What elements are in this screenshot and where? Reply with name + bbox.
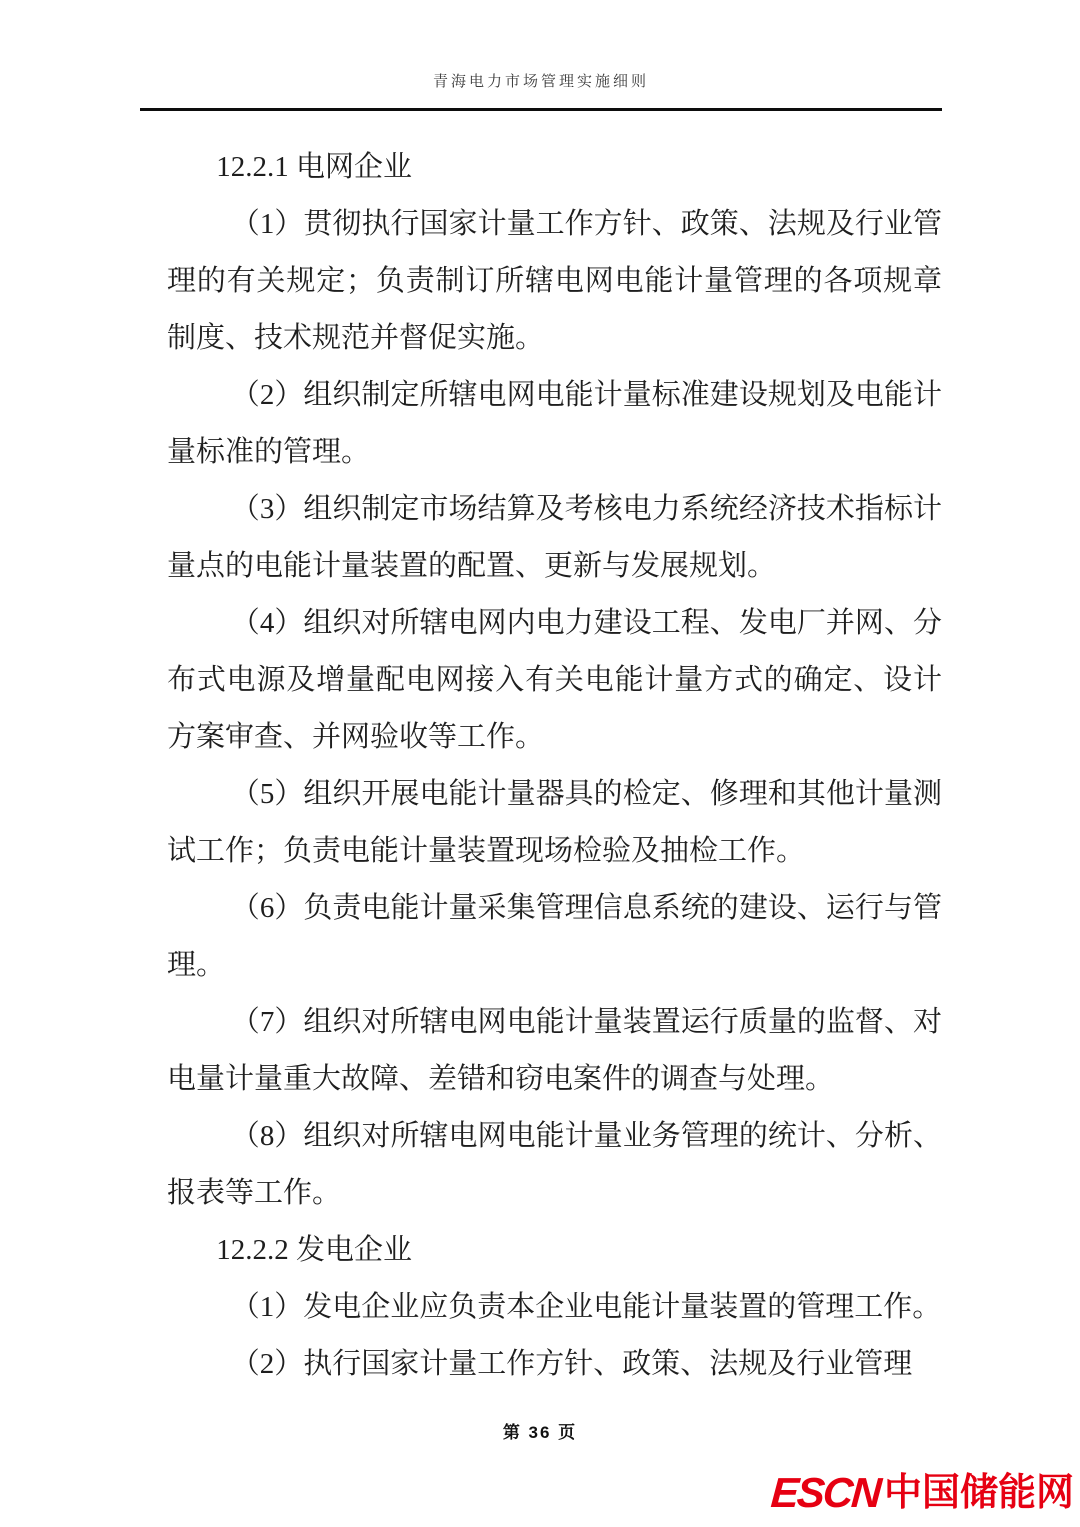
paragraph: （2）组织制定所辖电网电能计量标准建设规划及电能计量标准的管理。 [167, 379, 942, 468]
paragraph: （3）组织制定市场结算及考核电力系统经济技术指标计量点的电能计量装置的配置、更新与发展规划。 [167, 493, 942, 582]
escn-logo-text-en: ESCN [769, 1469, 882, 1516]
paragraph: （1）贯彻执行国家计量工作方针、政策、法规及行业管理的有关规定；负责制订所辖电网电能计量管理的各项规章制度、技术规范并督促实施。 [167, 208, 942, 354]
page-footer [0, 1418, 1080, 1443]
header-rule [140, 108, 942, 111]
section-heading: 12.2.2 发电企业 [216, 1234, 413, 1266]
header-title: 青海电力市场管理实施细则 [432, 74, 649, 90]
escn-logo-text-zh: 中国储能网 [883, 1472, 1074, 1514]
paragraph: （2）执行国家计量工作方针、政策、法规及行业管理 [230, 1348, 913, 1380]
paragraph: （6）负责电能计量采集管理信息系统的建设、运行与管理。 [167, 892, 942, 981]
paragraph: （7）组织对所辖电网电能计量装置运行质量的监督、对电量计量重大故障、差错和窃电案件的调查与处理。 [167, 1006, 942, 1095]
escn-logo [769, 1469, 1074, 1516]
paragraph: （1）发电企业应负责本企业电能计量装置的管理工作。 [230, 1291, 942, 1323]
paragraph: （4）组织对所辖电网内电力建设工程、发电厂并网、分布式电源及增量配电网接入有关电能计量方式的确定、设计方案审查、并网验收等工作。 [167, 607, 942, 753]
paragraph: （5）组织开展电能计量器具的检定、修理和其他计量测试工作；负责电能计量装置现场检验及抽检工作。 [167, 778, 942, 867]
section-heading: 12.2.1 电网企业 [216, 151, 413, 183]
page-number: 第 36 页 [502, 1423, 578, 1442]
page-header [140, 70, 942, 91]
paragraph: （8）组织对所辖电网电能计量业务管理的统计、分析、报表等工作。 [167, 1120, 942, 1209]
document-body [167, 139, 942, 1393]
